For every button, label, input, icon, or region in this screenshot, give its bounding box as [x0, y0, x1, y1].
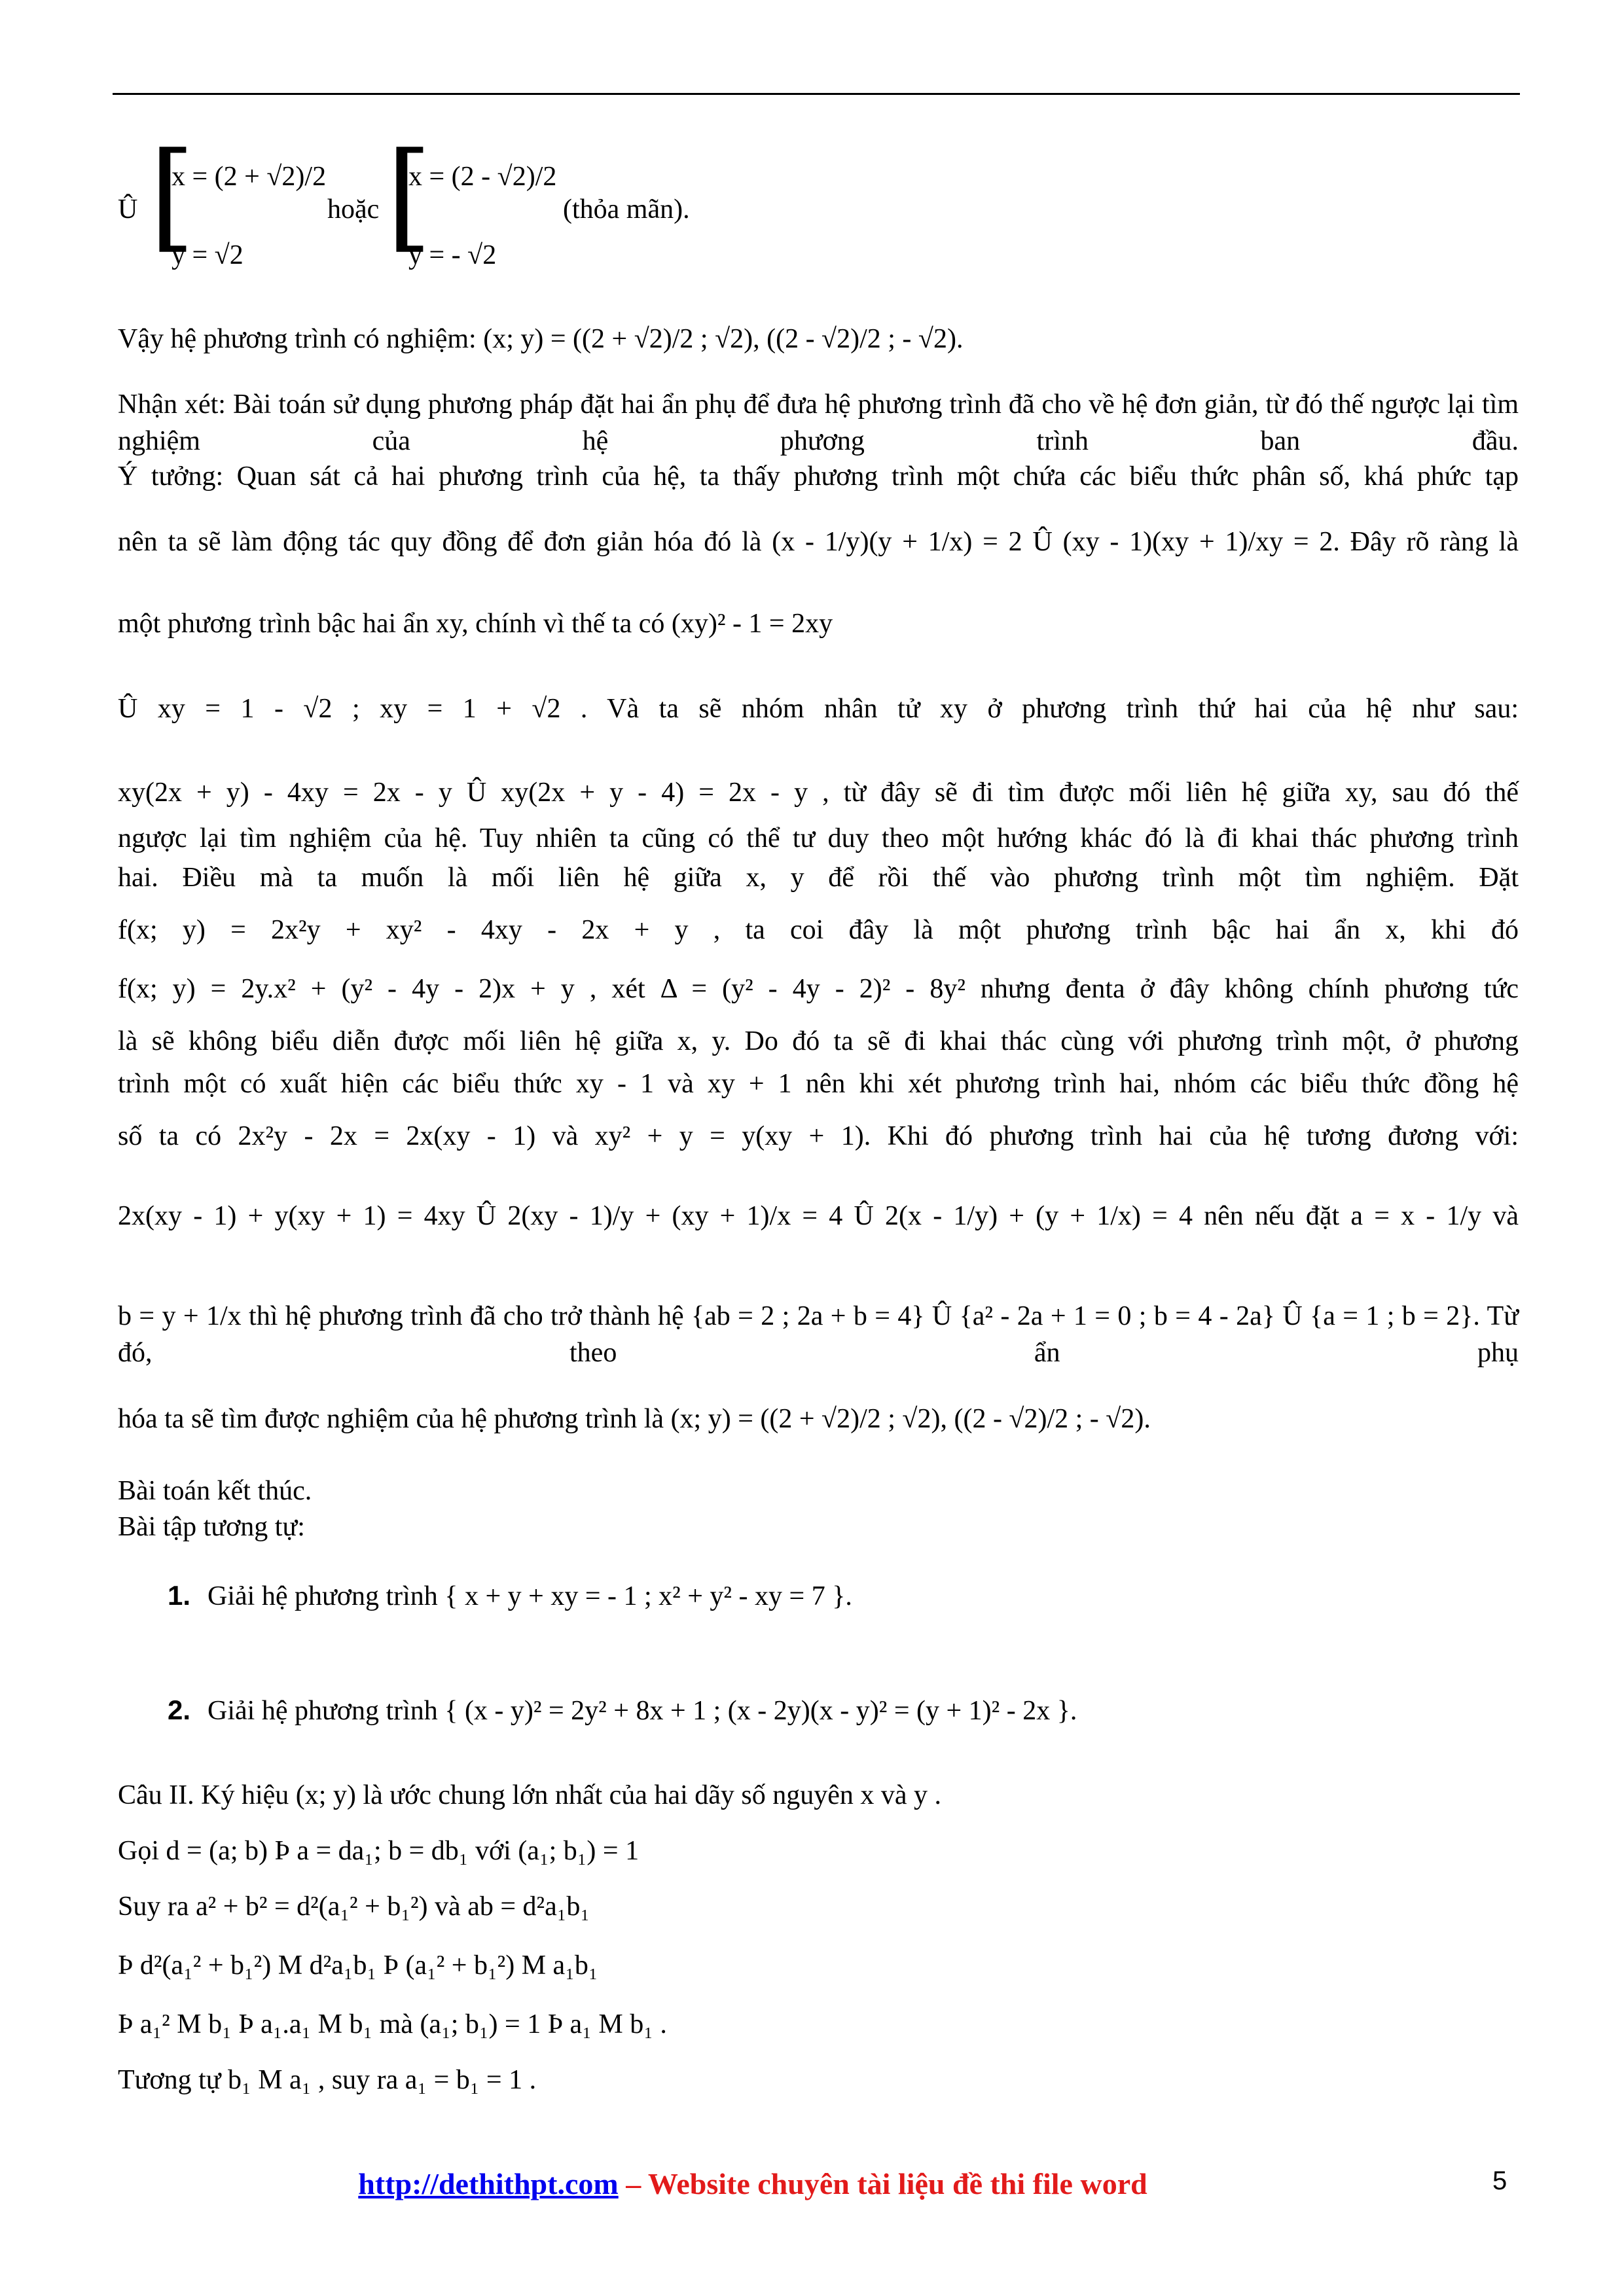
cau2-line-6: Tương tự b₁ M a₁ , suy ra a₁ = b₁ = 1 . [118, 2065, 537, 2095]
idea-line-5: xy(2x + y) - 4xy = 2x - y Û xy(2x + y - 4) = 2x - y , từ đây sẽ đi tìm được mối liên hệ giữa xy, sau đó thế [118, 778, 1519, 808]
idea-line-14: b = y + 1/x thì hệ phương trình đã cho trở thành hệ {ab = 2 ; 2a + b = 4} Û {a² - 2a + 1 = 0 ; b = 4 - 2a} Û {a = 1 ; b = 2}. Từ đó, theo ẩn phụ [118, 1301, 1519, 1368]
idea-line-4: Û xy = 1 - √2 ; xy = 1 + √2 . Và ta sẽ nhóm nhân tử xy ở phương trình thứ hai của hệ như sau: [118, 694, 1519, 724]
idea-line-1: Ý tưởng: Quan sát cả hai phương trình của hệ, ta thấy phương trình một chứa các biểu thức phân số, khá phức tạp [118, 461, 1519, 492]
idea-line-2: nên ta sẽ làm động tác quy đồng để đơn giản hóa đó là (x - 1/y)(y + 1/x) = 2 Û (xy - 1)(xy + 1)/xy = 2. Đây rõ ràng là [118, 527, 1519, 557]
cau2-line-4: Þ d²(a₁² + b₁²) M d²a₁b₁ Þ (a₁² + b₁²) M a₁b₁ [118, 1950, 598, 1981]
cau2-line-1: Câu II. Ký hiệu (x; y) là ước chung lớn nhất của hai dãy số nguyên x và y . [118, 1780, 942, 1810]
idea-line-10: là sẽ không biểu diễn được mối liên hệ giữa x, y. Do đó ta sẽ đi khai thác cùng với phương trình một, ở phương [118, 1026, 1519, 1056]
conclusion: Vậy hệ phương trình có nghiệm: (x; y) = ((2 + √2)/2 ; √2), ((2 - √2)/2 ; - √2). [118, 324, 964, 354]
exercise-1-number: 1. [168, 1580, 191, 1611]
cau2-line-2: Gọi d = (a; b) Þ a = da₁; b = db₁ với (a₁; b₁) = 1 [118, 1836, 640, 1866]
idea-line-7: hai. Điều mà ta muốn là mối liên hệ giữa x, y để rồi thế vào phương trình một tìm nghiệm. Đặt [118, 863, 1519, 893]
brace-right: [ [386, 128, 433, 264]
sys1-y2: y = - √2 [408, 240, 497, 270]
idea-line-9: f(x; y) = 2y.x² + (y² - 4y - 2)x + y , xét Δ = (y² - 4y - 2)² - 8y² nhưng đenta ở đây không chính phương tức [118, 974, 1519, 1004]
idea-line-6: ngược lại tìm nghiệm của hệ. Tuy nhiên ta cũng có thể tư duy theo một hướng khác đó là đi khai thác phương trình [118, 823, 1519, 853]
similar-exercises-heading: Bài tập tương tự: [118, 1512, 305, 1542]
footer [0, 2166, 1506, 2201]
remark: Nhận xét: Bài toán sử dụng phương pháp đặt hai ẩn phụ để đưa hệ phương trình đã cho về hệ đơn giản, từ đó thế ngược lại tìm nghiệm của hệ phương trình ban đầu. [118, 389, 1519, 456]
exercise-2 [168, 1692, 1077, 1729]
cau2-line-3: Suy ra a² + b² = d²(a₁² + b₁²) và ab = d²a₁b₁ [118, 1892, 590, 1922]
idea-line-11: trình một có xuất hiện các biểu thức xy - 1 và xy + 1 nên khi xét phương trình hai, nhóm các biểu thức đồng hệ [118, 1069, 1519, 1099]
idea-line-3: một phương trình bậc hai ẩn xy, chính vì thế ta có (xy)² - 1 = 2xy [118, 609, 833, 639]
footer-link[interactable]: http://dethithpt.com [358, 2167, 619, 2200]
top-rule [113, 93, 1520, 95]
equiv-symbol: Û [118, 194, 138, 224]
or-word: hoặc [327, 194, 380, 224]
cau2-line-5: Þ a₁² M b₁ Þ a₁.a₁ M b₁ mà (a₁; b₁) = 1 Þ a₁ M b₁ . [118, 2009, 667, 2039]
exercise-1 [168, 1577, 852, 1615]
idea-line-8: f(x; y) = 2x²y + xy² - 4xy - 2x + y , ta coi đây là một phương trình bậc hai ẩn x, khi đó [118, 915, 1519, 945]
end-note: Bài toán kết thúc. [118, 1476, 312, 1506]
idea-line-15: hóa ta sẽ tìm được nghiệm của hệ phương trình là (x; y) = ((2 + √2)/2 ; √2), ((2 - √2)/2 ; - √2). [118, 1404, 1151, 1434]
exercise-2-text: Giải hệ phương trình { (x - y)² = 2y² + 8x + 1 ; (x - 2y)(x - y)² = (y + 1)² - 2x }. [208, 1696, 1077, 1726]
idea-line-13: 2x(xy - 1) + y(xy + 1) = 4xy Û 2(xy - 1)/y + (xy + 1)/x = 4 Û 2(x - 1/y) + (y + 1/x) = 4 nên nếu đặt a = x - 1/y và [118, 1201, 1519, 1231]
brace-left: [ [149, 128, 196, 264]
sys1-x2: x = (2 - √2)/2 [408, 162, 557, 192]
exercise-1-text: Giải hệ phương trình { x + y + xy = - 1 ; x² + y² - xy = 7 }. [208, 1581, 852, 1611]
satisfied-note: (thỏa mãn). [563, 194, 690, 224]
sys1-x1: x = (2 + √2)/2 [171, 162, 327, 192]
idea-line-12: số ta có 2x²y - 2x = 2x(xy - 1) và xy² + y = y(xy + 1). Khi đó phương trình hai của hệ tương đương với: [118, 1121, 1519, 1151]
exercise-2-number: 2. [168, 1695, 191, 1725]
sys1-y1: y = √2 [171, 240, 244, 270]
page-number: 5 [1492, 2166, 1507, 2195]
footer-text: – Website chuyên tài liệu đề thi file word [618, 2167, 1147, 2200]
